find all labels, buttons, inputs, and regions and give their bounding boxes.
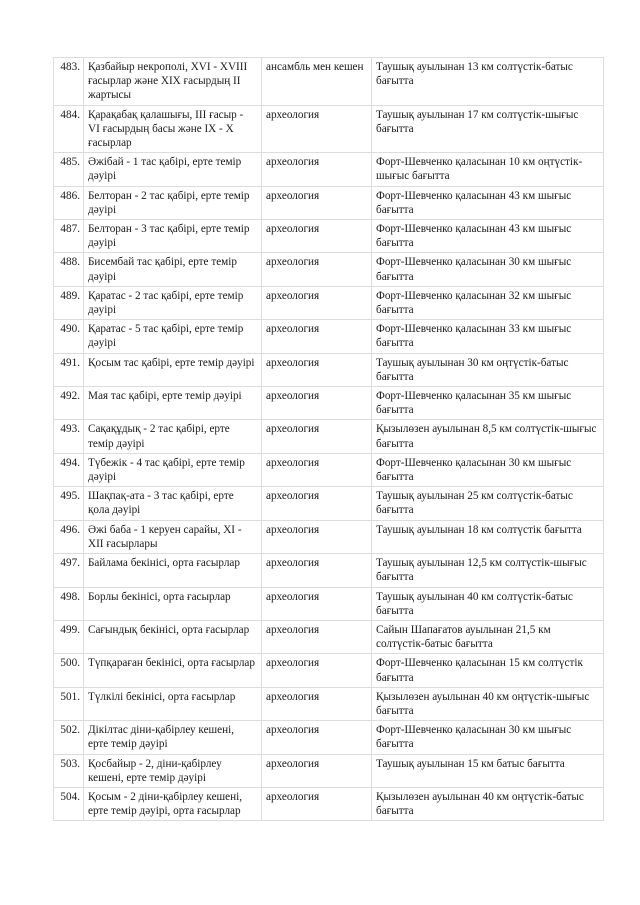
monument-type: археология xyxy=(262,220,372,253)
monument-type: археология xyxy=(262,487,372,520)
table-row xyxy=(54,58,604,106)
monument-type: археология xyxy=(262,654,372,687)
monument-name: Қосым - 2 діни-қабірлеу кешені, ерте темір дәуірі, орта ғасырлар xyxy=(84,787,262,820)
monument-type: археология xyxy=(262,387,372,420)
monument-type: археология xyxy=(262,286,372,319)
table-row xyxy=(54,654,604,687)
monument-name: Байлама бекінісі, орта ғасырлар xyxy=(84,554,262,587)
monument-type: археология xyxy=(262,320,372,353)
monument-name: Қосым тас қабірі, ерте темір дәуірі xyxy=(84,353,262,386)
monument-name: Шақпақ-ата - 3 тас қабірі, ерте қола дәуірі xyxy=(84,487,262,520)
monument-location: Форт-Шевченко қаласынан 30 км шығыс бағытта xyxy=(372,253,604,286)
row-number: 492. xyxy=(54,387,84,420)
monument-type: археология xyxy=(262,787,372,820)
monument-name: Әжі баба - 1 керуен сарайы, XI - XII ғасырлары xyxy=(84,520,262,553)
monument-location: Форт-Шевченко қаласынан 35 км шығыс бағытта xyxy=(372,387,604,420)
monument-location: Форт-Шевченко қаласынан 32 км шығыс бағытта xyxy=(372,286,604,319)
monument-name: Әжібай - 1 тас қабірі, ерте темір дәуірі xyxy=(84,153,262,186)
table-row xyxy=(54,253,604,286)
row-number: 498. xyxy=(54,587,84,620)
row-number: 487. xyxy=(54,220,84,253)
monument-name: Борлы бекінісі, орта ғасырлар xyxy=(84,587,262,620)
monument-location: Форт-Шевченко қаласынан 43 км шығыс бағытта xyxy=(372,186,604,219)
row-number: 501. xyxy=(54,687,84,720)
row-number: 485. xyxy=(54,153,84,186)
monument-type: археология xyxy=(262,721,372,754)
monument-location: Қызылөзен ауылынан 40 км оңтүстік-шығыс бағытта xyxy=(372,687,604,720)
monument-name: Қаратас - 2 тас қабірі, ерте темір дәуірі xyxy=(84,286,262,319)
table-row xyxy=(54,620,604,653)
monument-type: археология xyxy=(262,687,372,720)
row-number: 499. xyxy=(54,620,84,653)
table-row xyxy=(54,353,604,386)
monument-type: археология xyxy=(262,353,372,386)
table-row xyxy=(54,420,604,453)
table-row xyxy=(54,721,604,754)
monument-name: Қосбайыр - 2, діни-қабірлеу кешені, ерте темір дәуірі xyxy=(84,754,262,787)
row-number: 494. xyxy=(54,453,84,486)
row-number: 486. xyxy=(54,186,84,219)
row-number: 490. xyxy=(54,320,84,353)
row-number: 496. xyxy=(54,520,84,553)
monument-name: Сағындық бекінісі, орта ғасырлар xyxy=(84,620,262,653)
row-number: 488. xyxy=(54,253,84,286)
monuments-table-body xyxy=(54,58,604,821)
table-row xyxy=(54,453,604,486)
monument-location: Форт-Шевченко қаласынан 10 км оңтүстік-шығыс бағытта xyxy=(372,153,604,186)
table-row xyxy=(54,286,604,319)
table-row xyxy=(54,687,604,720)
table-row xyxy=(54,554,604,587)
monument-name: Түлкілі бекінісі, орта ғасырлар xyxy=(84,687,262,720)
monument-type: археология xyxy=(262,105,372,153)
monument-location: Форт-Шевченко қаласынан 15 км солтүстік бағытта xyxy=(372,654,604,687)
monument-type: ансамбль мен кешен xyxy=(262,58,372,106)
monument-name: Түбежік - 4 тас қабірі, ерте темір дәуірі xyxy=(84,453,262,486)
monument-type: археология xyxy=(262,453,372,486)
monument-name: Қазбайыр некрополі, XVI - XVIII ғасырлар және XIX ғасырдың II жартысы xyxy=(84,58,262,106)
monument-type: археология xyxy=(262,186,372,219)
row-number: 483. xyxy=(54,58,84,106)
monument-name: Мая тас қабірі, ерте темір дәуірі xyxy=(84,387,262,420)
monument-location: Таушық ауылынан 12,5 км солтүстік-шығыс бағытта xyxy=(372,554,604,587)
monument-type: археология xyxy=(262,754,372,787)
monument-location: Сайын Шапағатов ауылынан 21,5 км солтүстік-батыс бағытта xyxy=(372,620,604,653)
table-row xyxy=(54,105,604,153)
monument-location: Қызылөзен ауылынан 8,5 км солтүстік-шығыс бағытта xyxy=(372,420,604,453)
monument-type: археология xyxy=(262,153,372,186)
row-number: 495. xyxy=(54,487,84,520)
monuments-table xyxy=(53,57,604,821)
monument-name: Сақақұдық - 2 тас қабірі, ерте темір дәуірі xyxy=(84,420,262,453)
monument-type: археология xyxy=(262,587,372,620)
table-row xyxy=(54,520,604,553)
monument-location: Қызылөзен ауылынан 40 км оңтүстік-батыс бағытта xyxy=(372,787,604,820)
monument-name: Бисембай тас қабірі, ерте темір дәуірі xyxy=(84,253,262,286)
monument-name: Қаратас - 5 тас қабірі, ерте темір дәуірі xyxy=(84,320,262,353)
row-number: 503. xyxy=(54,754,84,787)
monument-location: Таушық ауылынан 13 км солтүстік-батыс бағытта xyxy=(372,58,604,106)
table-row xyxy=(54,754,604,787)
monument-type: археология xyxy=(262,554,372,587)
table-row xyxy=(54,787,604,820)
table-row xyxy=(54,320,604,353)
monument-location: Таушық ауылынан 17 км солтүстік-шығыс бағытта xyxy=(372,105,604,153)
monument-type: археология xyxy=(262,420,372,453)
monument-location: Таушық ауылынан 15 км батыс бағытта xyxy=(372,754,604,787)
monument-name: Белторан - 3 тас қабірі, ерте темір дәуірі xyxy=(84,220,262,253)
row-number: 500. xyxy=(54,654,84,687)
monument-type: археология xyxy=(262,520,372,553)
row-number: 491. xyxy=(54,353,84,386)
monument-type: археология xyxy=(262,620,372,653)
monument-location: Таушық ауылынан 30 км оңтүстік-батыс бағытта xyxy=(372,353,604,386)
monument-location: Форт-Шевченко қаласынан 30 км шығыс бағытта xyxy=(372,721,604,754)
row-number: 493. xyxy=(54,420,84,453)
monument-location: Таушық ауылынан 18 км солтүстік бағытта xyxy=(372,520,604,553)
row-number: 504. xyxy=(54,787,84,820)
row-number: 502. xyxy=(54,721,84,754)
monument-name: Дікілтас діни-қабірлеу кешені, ерте темір дәуірі xyxy=(84,721,262,754)
monument-location: Таушық ауылынан 25 км солтүстік-батыс бағытта xyxy=(372,487,604,520)
table-row xyxy=(54,153,604,186)
row-number: 484. xyxy=(54,105,84,153)
monument-name: Қарақабақ қалашығы, III ғасыр - VI ғасырдың басы және IX - X ғасырлар xyxy=(84,105,262,153)
monument-name: Белторан - 2 тас қабірі, ерте темір дәуірі xyxy=(84,186,262,219)
table-row xyxy=(54,487,604,520)
document-page xyxy=(53,57,603,821)
monument-location: Форт-Шевченко қаласынан 30 км шығыс бағытта xyxy=(372,453,604,486)
table-row xyxy=(54,220,604,253)
monument-location: Форт-Шевченко қаласынан 43 км шығыс бағытта xyxy=(372,220,604,253)
table-row xyxy=(54,186,604,219)
monument-name: Түпқараған бекінісі, орта ғасырлар xyxy=(84,654,262,687)
monument-type: археология xyxy=(262,253,372,286)
row-number: 489. xyxy=(54,286,84,319)
monument-location: Таушық ауылынан 40 км солтүстік-батыс бағытта xyxy=(372,587,604,620)
monument-location: Форт-Шевченко қаласынан 33 км шығыс бағытта xyxy=(372,320,604,353)
table-row xyxy=(54,387,604,420)
table-row xyxy=(54,587,604,620)
row-number: 497. xyxy=(54,554,84,587)
